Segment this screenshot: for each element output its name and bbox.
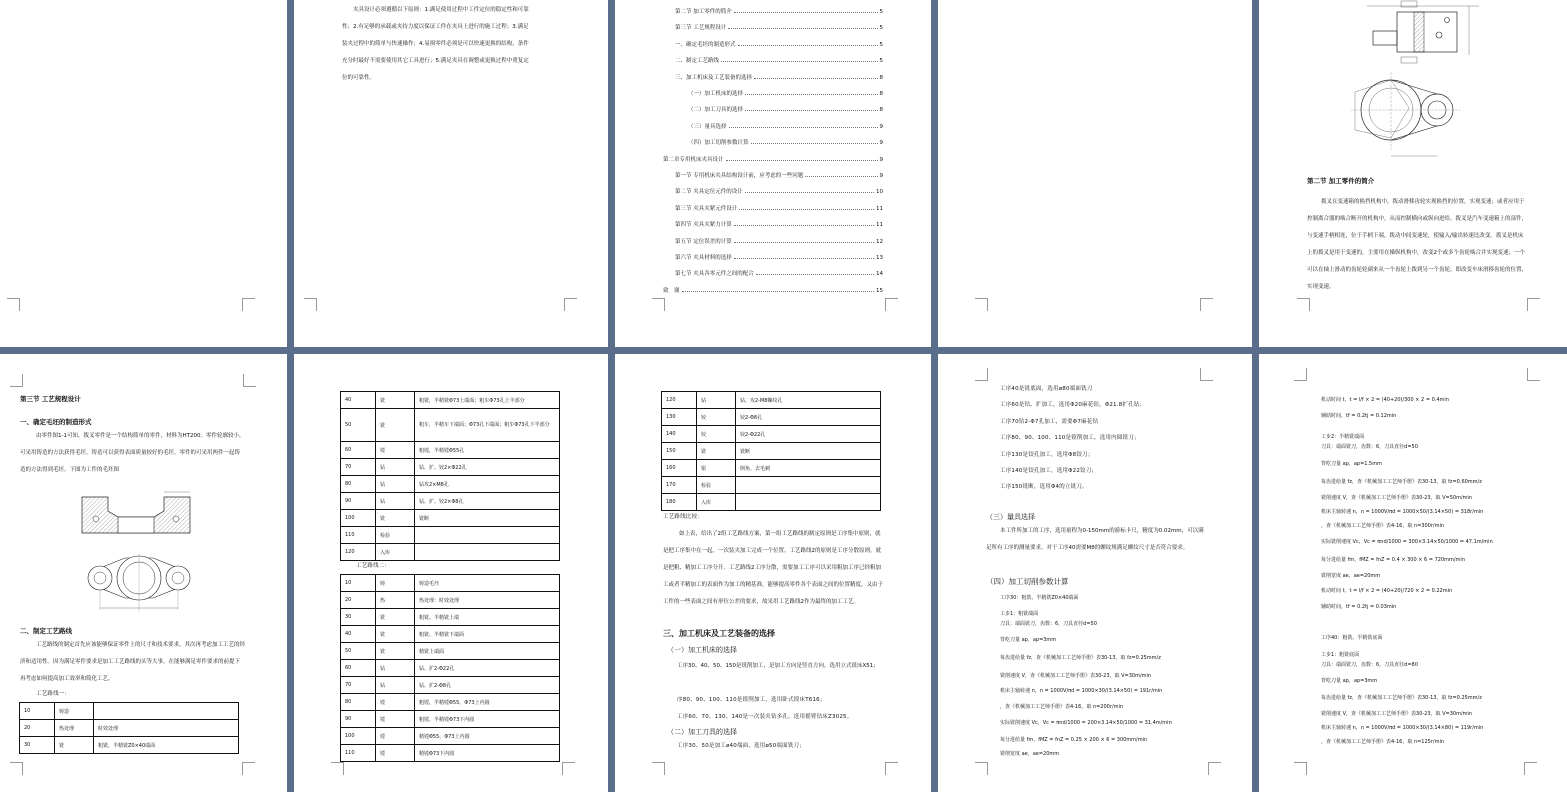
route-2-table-continued <box>661 391 881 511</box>
toc-entry[interactable] <box>663 237 883 245</box>
calc-depth: 背吃刀量 ap，ap=3mm <box>1000 637 1057 643</box>
operation: 钻 <box>376 677 415 694</box>
toc-page-number: 11 <box>876 222 883 229</box>
table-row <box>662 477 881 494</box>
table-row <box>662 392 881 409</box>
table-row <box>341 609 560 626</box>
toc-label: 二、制定工艺路线 <box>675 58 720 65</box>
table-row <box>341 392 560 409</box>
table-row <box>341 409 560 442</box>
table-row <box>20 737 239 754</box>
toc-label: 第七节 夹具各零元件之间的配合 <box>675 271 754 278</box>
operation: 铣 <box>376 626 415 643</box>
tool-line: 工序80、90、100、110是镗削加工，选用内圆镗刀； <box>1000 435 1140 442</box>
operation: 铣 <box>55 737 94 754</box>
operation: 钻 <box>376 476 415 493</box>
part-drawing-side-view <box>1359 0 1489 64</box>
calc1-time: 机动时间 t，t = l/f × 2 = (40+20)/300 × 2 = 0.4min <box>1321 397 1449 403</box>
description: 粗铣、半精铣上端 <box>415 609 560 626</box>
step-number: 30 <box>341 609 376 626</box>
crop-mark <box>975 368 988 381</box>
step-number: 120 <box>341 544 376 561</box>
toc-entry[interactable] <box>663 56 883 64</box>
table-row <box>341 575 560 592</box>
step-number: 30 <box>20 737 55 754</box>
step-number: 50 <box>341 409 376 442</box>
table-row <box>341 745 560 762</box>
calc2-cut-width: 铣削宽度 ae，ae=20mm <box>1321 573 1381 579</box>
table-row <box>662 409 881 426</box>
machine-line-1: 工序30、40、50、150是铣削加工，是加工方向是竖直方向，选用立式铣床X51； <box>677 663 879 669</box>
toc-leader <box>726 160 878 161</box>
crop-mark <box>242 298 255 311</box>
toc-leader <box>751 143 878 144</box>
calc-feed: 每齿进给量 fz，查《机械加工工艺师手册》表30-13，取 fz=0.25mm/z <box>1000 655 1161 661</box>
step-number: 20 <box>20 720 55 737</box>
page-7 <box>294 354 608 792</box>
crop-mark <box>10 374 23 387</box>
crop-mark <box>7 298 20 311</box>
operation: 铣 <box>376 643 415 660</box>
part-drawing-top-view <box>1351 70 1481 162</box>
description <box>736 477 881 494</box>
subsection-title: （一）加工机床的选择 <box>667 646 737 654</box>
table-row <box>662 443 881 460</box>
route-2-table <box>340 574 560 762</box>
toc-entry[interactable] <box>663 171 883 179</box>
calc-actual-speed: 实际铣削速度 Vc，Vc = πnd/1000 = 200×3.14×50/1000 = 31.4m/min <box>1000 720 1172 726</box>
toc-leader <box>756 274 874 275</box>
table-row <box>341 728 560 745</box>
calc2-speed: 铣削速度 V，查《机械加工工艺师手册》表30-23，取 V=50m/min <box>1321 495 1473 501</box>
toc-page-number: 14 <box>876 271 883 278</box>
blank-drawing-plan <box>80 554 198 616</box>
description <box>415 527 560 544</box>
toc-page-number: 10 <box>876 189 883 196</box>
table-row <box>341 493 560 510</box>
toc-leader <box>734 12 878 13</box>
calc-spindle: 机床主轴转速 n，n = 1000V/πd = 1000×30/(3.14×50) = 191r/min <box>1000 688 1163 694</box>
calc2-tool: 刀具：端面铣刀，齿数：6，刀具直径d=50 <box>1321 444 1418 450</box>
toc-page-number: 5 <box>879 41 883 48</box>
description: 粗镗，半精镗Φ55孔 <box>415 442 560 459</box>
operation: 钳 <box>697 460 736 477</box>
calc-tool: 刀具：端面铣刀，齿数：6，刀具直径d=50 <box>1000 621 1097 627</box>
calc2-spindle: 机床主轴转速 n，n = 1000V/πd = 1000×50/(3.14×50) = 318r/min <box>1321 509 1484 515</box>
page-2 <box>294 0 608 347</box>
section-title: 第二节 加工零件的简介 <box>1307 177 1375 185</box>
toc-page-number: 8 <box>879 74 883 81</box>
operation: 铣 <box>376 609 415 626</box>
calc2-aux: 辅助时间，tf = 0.2tj = 0.03min <box>1321 604 1397 610</box>
toc-page-number: 9 <box>879 123 883 130</box>
step-number: 70 <box>341 459 376 476</box>
description: 精镗Φ55、Φ73上内圆 <box>415 728 560 745</box>
toc-page-number: 9 <box>879 140 883 147</box>
toc-entry[interactable] <box>663 269 883 277</box>
toc-leader <box>721 61 877 62</box>
toc-leader <box>734 225 874 226</box>
table-row <box>341 592 560 609</box>
operation: 镗 <box>376 711 415 728</box>
table-row <box>341 527 560 544</box>
tool-line: 工序70钻2-Φ7孔加工，需要Φ7麻花钻 <box>1000 418 1099 425</box>
operation: 铣 <box>376 510 415 527</box>
description: 钻攻2×M8孔 <box>415 476 560 493</box>
step-number: 110 <box>341 527 376 544</box>
step-number: 50 <box>341 643 376 660</box>
page-10 <box>1259 354 1567 792</box>
calc1-aux: 辅助时间，tf = 0.2tj = 0.12min <box>1321 413 1397 419</box>
step-number: 80 <box>341 694 376 711</box>
table-of-contents <box>663 7 883 307</box>
description: 时效处理 <box>94 720 239 737</box>
operation: 铰 <box>697 426 736 443</box>
step-number: 110 <box>341 745 376 762</box>
step-number: 120 <box>662 392 697 409</box>
toc-entry[interactable] <box>663 138 883 146</box>
page-6 <box>0 354 287 792</box>
crop-mark <box>1200 298 1213 311</box>
operation: 镗 <box>376 745 415 762</box>
operation: 热 <box>376 592 415 609</box>
operation: 入库 <box>376 544 415 561</box>
paragraph-fixture-principles: 夹具设计必须遵循以下原则：1.满足使用过程中工件定位的稳定性和可靠性；2.有足够的承载或夹持力度以保证工件在夹具上进行的施工过程；3.满足装夹过程中的简单与快速操作；4.易损零件必须是可以快速更换的结构，条件充分时最好不需要使用其它工具进行；5.满足夹具在调整或更换过程中重复定位的可靠性。 <box>342 7 529 81</box>
operation: 钻 <box>376 660 415 677</box>
subsection-title: （三）量具选择 <box>986 513 1035 521</box>
step-number: 70 <box>341 677 376 694</box>
step-number: 100 <box>341 728 376 745</box>
calc3-feed: 每齿进给量 fz，查《机械加工工艺师手册》表30-13，取 fz=0.25mm/z <box>1321 695 1482 701</box>
toc-page-number: 5 <box>879 58 883 65</box>
operation: 铣 <box>376 392 415 409</box>
crop-mark <box>1527 368 1540 381</box>
calc-op: 工序30：粗铣、半精铣Z0×40端面 <box>1000 595 1079 601</box>
page-1 <box>0 0 287 347</box>
toc-entry[interactable] <box>663 204 883 212</box>
calc3-op: 工序40：粗铣、半精铣底面 <box>1321 635 1383 641</box>
toc-leader <box>728 28 877 29</box>
step-number: 60 <box>341 442 376 459</box>
page-5 <box>1259 0 1567 347</box>
calc-step: 工步1：粗铣端面 <box>1000 611 1039 617</box>
operation: 铣 <box>376 409 415 442</box>
description: 铸造毛坯 <box>415 575 560 592</box>
page-4 <box>938 0 1252 347</box>
toc-leader <box>739 209 874 210</box>
description: 粗铣、半精铣下端面 <box>415 626 560 643</box>
step-number: 10 <box>20 703 55 720</box>
table-row <box>20 703 239 720</box>
toc-label: 致 谢 <box>663 287 680 294</box>
route-compare-label: 工艺路线比较: <box>663 514 700 520</box>
calc-cut-width: 铣削宽度 ae，ae=20mm <box>1000 751 1060 757</box>
description: 钻、扩、铰2×Φ8孔 <box>415 493 560 510</box>
step-number: 140 <box>662 426 697 443</box>
toc-label: 第二节 加工零件的简介 <box>675 9 732 15</box>
description: 粗车，半精车下端面；Φ73孔下端面；粗车Φ73孔下半部分 <box>415 409 560 442</box>
description: 粗铣，半精铣Φ73上端面；粗车Φ73孔上半部分 <box>415 392 560 409</box>
toc-entry[interactable] <box>663 73 883 81</box>
operation: 钻 <box>697 392 736 409</box>
step-number: 20 <box>341 592 376 609</box>
description: 粗镗、半精镗Φ73下内圆 <box>415 711 560 728</box>
tool-line: 工序140是铰孔加工，选用Φ22铰刀； <box>1000 468 1098 474</box>
step-number: 10 <box>341 575 376 592</box>
tool-line: 工序40是铣底面，选用ø80端面铣刀 <box>1000 386 1093 392</box>
step-number: 80 <box>341 476 376 493</box>
calc3-tool: 刀具：端面铣刀，齿数：6，刀具直径d=80 <box>1321 662 1418 668</box>
route-1-table <box>19 702 239 754</box>
paragraph-blank-form: 由零件图1-1可知，拨叉零件是一个结构简单的零件，材料为HT200。零件轮廓较小，可采用铸造的方法获得毛坯。铸造可以获得表面质量较好的毛坯。零件的可采用两件一起铸造的方法得到毛坯。下图为工件的毛坯图 <box>20 433 245 473</box>
calc2-time: 机动时间 t，t = l/f × 2 = (40+20)/720 × 2 = 0.22min <box>1321 588 1453 594</box>
toc-label: 三、加工机床及工艺装备的选择 <box>675 74 753 81</box>
table-row <box>341 442 560 459</box>
toc-leader <box>754 78 877 79</box>
calc3-speed: 铣削速度 V，查《机械加工工艺师手册》表30-23，取 V=30m/min <box>1321 711 1473 717</box>
step-number: 40 <box>341 392 376 409</box>
description: 铰2-Φ22孔 <box>736 426 881 443</box>
table-row <box>341 694 560 711</box>
crop-mark <box>975 762 988 775</box>
description: 铣断 <box>415 510 560 527</box>
calc2-depth: 背吃刀量 ap，ap=1.5mm <box>1321 461 1382 467</box>
toc-label: 第二章专用机床夹具设计 <box>663 156 724 163</box>
blank-drawing-section <box>78 489 196 539</box>
operation: 检验 <box>376 527 415 544</box>
machine-line-3: 工序60、70、130、140是一次装夹钻多孔，选用摇臂钻床Z3025。 <box>677 714 853 720</box>
description <box>94 703 239 720</box>
description: 精铣上端面 <box>415 643 560 660</box>
crop-mark <box>1524 762 1537 775</box>
description: 粗镗、半精镗Φ55、Φ73上内圆 <box>415 694 560 711</box>
crop-mark <box>885 298 898 311</box>
step-number: 160 <box>662 460 697 477</box>
operation: 热处理 <box>55 720 94 737</box>
toc-label: 第一节 专用机床夹具结构设计前，应考虑的一些问题 <box>675 173 804 179</box>
subsection-title: 一、确定毛坯的制造形式 <box>20 418 92 426</box>
operation: 钻 <box>376 459 415 476</box>
step-number: 180 <box>662 494 697 511</box>
calc-table-feed: 每分进给量 fm，fMZ = fnZ = 0.25 × 200 × 6 = 300mm/min <box>1000 737 1148 743</box>
tool-line-1: 工序30、50是加工ø40端面，选用ø50端面铣刀； <box>677 743 805 749</box>
route-2-label: 工艺路线二： <box>356 563 391 569</box>
calc-speed: 铣削速度 V，查《机械加工工艺师手册》表30-23，取 V=30m/min <box>1000 673 1152 679</box>
toc-label: （三）量具选择 <box>688 123 727 130</box>
crop-mark <box>10 762 23 775</box>
crop-mark <box>652 762 665 775</box>
operation: 镗 <box>376 728 415 745</box>
table-row <box>341 510 560 527</box>
toc-label: 第六节 夹具材料的选择 <box>675 255 732 261</box>
calc2-actual-speed: 实际铣削速度 Vc，Vc = πnd/1000 = 300×3.14×50/1000 = 47.1m/min <box>1321 539 1493 545</box>
page-3-toc <box>615 0 931 347</box>
toc-entry[interactable] <box>663 40 883 48</box>
crop-mark <box>1294 368 1307 381</box>
toc-leader <box>734 242 874 243</box>
calc3-depth: 背吃刀量 ap，ap=3mm <box>1321 678 1378 684</box>
crop-mark <box>304 298 317 311</box>
subsection-title: （四）加工切削参数计算 <box>986 577 1069 586</box>
operation: 铸 <box>376 575 415 592</box>
toc-label: 第二节 夹具定位元件的设计 <box>675 189 743 196</box>
toc-page-number: 11 <box>876 205 883 212</box>
toc-page-number: 9 <box>879 156 883 163</box>
toc-leader <box>729 127 878 128</box>
calc3-step: 工步1：粗铣底面 <box>1321 652 1360 658</box>
crop-mark <box>885 762 898 775</box>
page-9 <box>938 354 1252 792</box>
calc3-spindle: 机床主轴转速 n，n = 1000V/πd = 1000×30/(3.14×80) = 119r/min <box>1321 725 1484 731</box>
crop-mark <box>1297 298 1310 311</box>
paragraph-route-compare: 如上表，给出了2组工艺路线方案，第一组工艺路线的制定原则是工序集中原则，就是把工序集中在一起，一次装夹加工完成一个位置。工艺路线2的原则是工序分散原则，就是把粗、精加工工序分开。工艺路线2工序分散，需要加工工序可以采用粗加工序已经粗加工或者半精加工的表面作为加工的精基准，能够提高零件各个表面之间的位置精度，又由于工件的一些表面之间有形位公差的要求，故采用工艺路线2作为最终的加工工艺。 <box>663 531 884 605</box>
toc-entry[interactable] <box>663 7 883 15</box>
description: 钻、攻2-M8螺纹孔 <box>736 392 881 409</box>
description: 倒角、去毛刺 <box>736 460 881 477</box>
toc-page-number: 15 <box>876 287 883 294</box>
tool-line: 工序60是钻、扩加工，选用Φ20麻花钻，Φ21.8扩孔钻； <box>1000 402 1146 409</box>
operation: 镗 <box>376 442 415 459</box>
calc2-spindle-ref: ，查《机械加工工艺师手册》表4-16，取 n=300r/min <box>1321 523 1445 529</box>
route-1-table-continued <box>340 391 560 561</box>
table-row <box>341 711 560 728</box>
operation: 铸造 <box>55 703 94 720</box>
description <box>415 544 560 561</box>
table-row <box>662 426 881 443</box>
toc-label: （四）加工切削参数计算 <box>688 140 749 147</box>
section-title: 三、加工机床及工艺装备的选择 <box>663 629 775 638</box>
toc-entry[interactable] <box>663 89 883 97</box>
step-number: 150 <box>662 443 697 460</box>
table-row <box>341 476 560 493</box>
calc2-feed: 每齿进给量 fz，查《机械加工工艺师手册》表30-13，取 fz=0.60mm/z <box>1321 479 1482 485</box>
step-number: 90 <box>341 493 376 510</box>
subsection-title: 二、制定工艺路线 <box>20 627 72 635</box>
calc-spindle-ref: ，查《机械加工工艺师手册》表4-16，取 n=200r/min <box>1000 704 1124 710</box>
tool-line: 工序130是铰孔加工，选用Φ8铰刀； <box>1000 451 1094 458</box>
operation: 钻 <box>376 493 415 510</box>
crop-mark <box>564 298 577 311</box>
table-row <box>341 677 560 694</box>
toc-page-number: 12 <box>876 238 883 245</box>
crop-mark <box>242 762 255 775</box>
tool-line: 工序150铣断，选用Φ4的立铣刀。 <box>1000 484 1088 491</box>
toc-entry[interactable] <box>663 187 883 195</box>
operation: 入库 <box>697 494 736 511</box>
paragraph-gauge-selection: 本工件所加工的工序，选用量程为0-150mm的游标卡尺，精度为0.02mm，可以满足所有工序的测量要求。对于工序40需要M8的螺纹规满足螺纹尺寸是否符合要求。 <box>986 528 1204 551</box>
description <box>736 494 881 511</box>
toc-label: 第三节 工艺规程设计 <box>675 25 727 32</box>
toc-page-number: 8 <box>879 91 883 97</box>
calc2-table-feed: 每分进给量 fm，fMZ = fnZ = 0.4 × 300 × 6 = 720mm/min <box>1321 557 1465 563</box>
toc-leader <box>682 291 874 292</box>
toc-label: 第四节 夹具夹紧力计算 <box>675 222 732 229</box>
toc-leader <box>745 192 874 193</box>
description: 铰2-Φ8孔 <box>736 409 881 426</box>
description: 精镗Φ73下内圆 <box>415 745 560 762</box>
machine-line-2: 序80、90、100、110是镗削加工，选用卧式镗床T616； <box>677 697 826 703</box>
toc-entry[interactable] <box>663 286 883 294</box>
subsection-title: （二）加工刀具的选择 <box>667 728 737 736</box>
table-row <box>20 720 239 737</box>
toc-page-number: 9 <box>879 173 883 179</box>
step-number: 130 <box>662 409 697 426</box>
toc-label: 一、确定毛坯的制造形式 <box>675 41 736 48</box>
route-1-label: 工艺路线一： <box>36 691 71 697</box>
toc-leader <box>738 45 878 46</box>
table-row <box>662 494 881 511</box>
description: 钻、扩2-Φ22孔 <box>415 660 560 677</box>
toc-entry[interactable] <box>663 253 883 261</box>
description: 热处理：时效处理 <box>415 592 560 609</box>
toc-page-number: 13 <box>876 255 883 261</box>
toc-page-number: 8 <box>879 107 883 114</box>
operation: 铣 <box>697 443 736 460</box>
toc-label: 第三节 夹具夹紧元件设计 <box>675 205 738 212</box>
toc-leader <box>805 176 877 177</box>
paragraph-fork-intro: 拨叉在变速箱的换挡机构中，拨动滑移齿轮实现换挡的位置，实现变速；或者应用于控制离合器的啮合断开的机构中，从而控制横向或纵向进给。拨叉是汽车变速箱上的部件，与变速手柄相连，位于手柄下端，拨动中间变速轮，使输入/输出转速比改变。拨叉是机床上的拨叉是用于变速的，主要用在操纵机构中，改变2个或多个齿轮啮合并实现变速；一个可以在轴上滑动的齿轮轮副来从一个齿轮上拨到另一个齿轮，即改变车床滑移齿轮的位置，实现变速。 <box>1307 199 1528 290</box>
toc-entry[interactable] <box>663 155 883 163</box>
toc-label: 第五节 定位误差的计算 <box>675 238 732 245</box>
toc-page-number: 5 <box>879 9 883 15</box>
table-row <box>341 459 560 476</box>
toc-leader <box>745 110 877 111</box>
step-number: 100 <box>341 510 376 527</box>
calc3-spindle-ref: ，查《机械加工工艺师手册》表4-16，取 n=125r/min <box>1321 739 1445 745</box>
crop-mark <box>1208 762 1221 775</box>
crop-mark <box>331 762 344 775</box>
operation: 镗 <box>376 694 415 711</box>
table-row <box>341 626 560 643</box>
page-8 <box>615 354 931 792</box>
toc-entry[interactable] <box>663 23 883 31</box>
toc-leader <box>734 258 874 259</box>
crop-mark <box>975 298 988 311</box>
section-title: 第三节 工艺规程设计 <box>20 395 81 403</box>
paragraph-process-route: 工艺路线的制定首先应该能够保证零件上的尺寸和技术要求，其次再考虑加工工艺的经济和适用性。因为满足零件要求是加工工艺路线的头等大事，在能够满足零件要求的前提下再考虑如何提高加工效率和简化工艺。 <box>20 642 246 682</box>
step-number: 40 <box>341 626 376 643</box>
table-row <box>341 660 560 677</box>
description: 铣断 <box>736 443 881 460</box>
table-row <box>662 460 881 477</box>
toc-page-number: 5 <box>879 25 883 32</box>
toc-label: （二）加工刀具的选择 <box>688 107 744 114</box>
table-row <box>341 643 560 660</box>
description: 钻、扩、铰2×Φ22孔 <box>415 459 560 476</box>
step-number: 60 <box>341 660 376 677</box>
crop-mark <box>1294 762 1307 775</box>
step-number: 170 <box>662 477 697 494</box>
toc-label: （一）加工机床的选择 <box>688 91 744 97</box>
description: 粗铣，半精铣Z0×40端面 <box>94 737 239 754</box>
toc-entry[interactable] <box>663 220 883 228</box>
description: 钻、扩2-Φ8孔 <box>415 677 560 694</box>
calc2-step: 工步2：半精铣端面 <box>1321 434 1365 440</box>
crop-mark <box>1200 368 1213 381</box>
toc-entry[interactable] <box>663 105 883 113</box>
step-number: 90 <box>341 711 376 728</box>
crop-mark <box>562 762 575 775</box>
crop-mark <box>243 374 256 387</box>
crop-mark <box>1527 298 1540 311</box>
operation: 检验 <box>697 477 736 494</box>
operation: 铰 <box>697 409 736 426</box>
crop-mark <box>652 298 665 311</box>
toc-leader <box>745 94 877 95</box>
toc-entry[interactable] <box>663 122 883 130</box>
